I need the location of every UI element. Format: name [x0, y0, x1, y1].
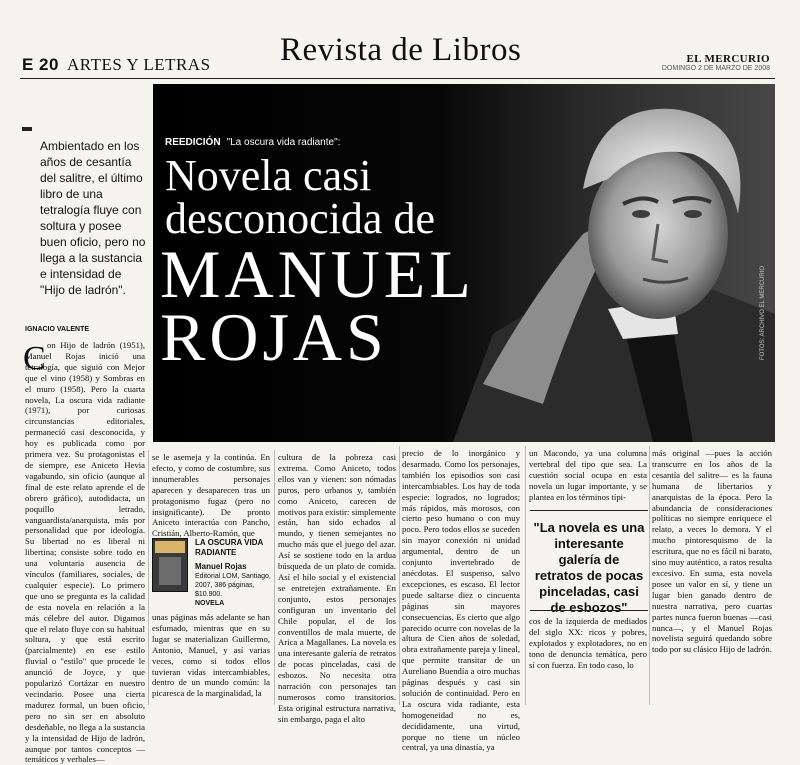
column-3-text: cultura de la pobreza casi extrema. Como Aniceto, todos ellos van y vienen: son nómadas puros, pero urbanos y, también como Aniceto, carecen de motivos para existir: simplemente están, han sido echados al mundo, y tienen semejantes no mucho más que el juego del azar. Así se sostiene todo en la ardua búsqueda de un plato de comida. Así el hilo social y el existencial se entretejen extrañamente. En conjunto, estos personajes configuran un inventario del Chile popular, el de los conventillos de mala muerte, de Arica a Magallanes. La novela es una interesante galería de retratos de pocas pinceladas, casi de esbozos. No necesita otra narración con personajes tan numerosos como transitorios. Esta original estructura narrativa, sin embargo, paga el alto	[278, 452, 396, 724]
section-header	[22, 55, 211, 75]
photo-credit: FOTOS: ARCHIVO EL MERCURIO	[760, 265, 766, 360]
lead-marker	[22, 127, 32, 131]
paper-date: DOMINGO 2 DE MARZO DE 2008	[661, 65, 770, 72]
book-genre: NOVELA	[195, 600, 225, 607]
article-column-4	[402, 448, 520, 753]
headline-kicker	[165, 137, 340, 148]
column-divider	[649, 446, 650, 705]
pull-quote: "La novela es una interesante galería de retratos de pocas pinceladas, casi de esbozos"	[533, 520, 645, 615]
column-2b-text: unas páginas más adelante se han esfumado, mientras que en su lugar se materializan Guillermo, Antonio, Manuel, y así varias veces, como si todos ellos tuvieran vidas intercambiables, dentro de un mundo común: la picaresca de la marginalidad, la	[152, 612, 270, 699]
article-column-2b	[152, 612, 270, 699]
article-column-3	[278, 452, 396, 725]
column-divider	[274, 450, 275, 705]
column-divider	[399, 446, 400, 705]
article-column-5	[529, 448, 647, 503]
kicker-label: REEDICIÓN	[165, 137, 221, 148]
article-column-1	[25, 340, 145, 765]
paper-name: EL MERCURIO	[686, 53, 770, 65]
masthead: Revista de Libros	[280, 32, 522, 68]
column-divider	[148, 450, 149, 705]
header-rule	[20, 78, 775, 79]
page-number: E 20	[22, 55, 59, 74]
lead-paragraph: Ambientado en los años de cesantía del salitre, el último libro de una tetralogía fluye con soltura y posee buen oficio, pero no llega a la sustancia e intensidad de "Hijo de ladrón".	[40, 139, 146, 297]
book-details: Editorial LOM, Santiago, 2007, 386 páginas, $10.900.	[195, 573, 271, 598]
column-divider	[525, 446, 526, 705]
kicker-title: "La oscura vida radiante":	[226, 137, 341, 148]
section-name: ARTES Y LETRAS	[66, 55, 211, 74]
headline-line-3: MANUEL	[160, 236, 475, 312]
drop-cap: C	[23, 340, 46, 377]
column-5-text: un Macondo, ya una columna vertebral del tipo que sea. La cuestión social ocupa en esta novela un lugar importante, y se plantea en los términos típi-	[529, 448, 647, 502]
column-6-text: más original —pues la acción transcurre en los años de la cesantía del salitre— es la fauna humana de libertarios y anarquistas de la época. Pero la abundancia de consideraciones políticas no siempre enriquece el relato, a veces lo demora. Y el mucho pintoresquismo de la escritura, que no es fácil ni barato, sino muy auténtico, a ratos resulta excesivo. En suma, esta novela posee un valor en sí, y tiene un lugar bien ganado dentro de nuestra narrativa, pero cuartas partes nunca fueron buenas —casi nunca—, y el Manuel Rojas novelista seguirá quedando sobre todo por su clásico Hijo de ladrón.	[652, 448, 772, 655]
pullquote-rule-bottom	[530, 610, 648, 611]
headline-line-2: desconocida de	[165, 194, 435, 243]
book-title: LA OSCURA VIDA RADIANTE	[195, 538, 263, 557]
pullquote-rule-top	[530, 510, 648, 511]
headline-line-1: Novela casi	[165, 151, 372, 200]
byline: IGNACIO VALENTE	[25, 326, 90, 333]
article-column-5b	[529, 616, 647, 671]
column-1-text: on Hijo de ladrón (1951), Manuel Rojas inició una tetralogía, que siguió con Mejor que el vino (1958) y Sombras en el muro (1958). Pero la cuarta novela, La oscura vida radiante (1971), por curiosas circunstancias editoriales, permaneció casi desconocida, y hoy es publicada como por primera vez. Su protagonistas el de siempre, ese Aniceto Hevia vagabundo, sin oficio (aunque al final de este relato aprende el de obrero gráfico), autodidacta, un poquillo letrado, vanguardista/anarquista, más por personalidad que por ideología. Su libertad no es liberal ni libertina; consiste sobre todo en una voluntaria ausencia de vínculos (familiares, sociales, de cualquier especie). Lo primero que uno se pregunta es la calidad de esta novela en relación a la más célebre del autor. Digamos que el relato fluye con su habitual soltura, y que está escrito (parcialmente) en ese estilo fluvial o "estilo" que procede le anunció de Joyce, y que popularizó Cortázar en nuestro vecindario. Posee una cierta madurez formal, un buen oficio, pero no sin ser en absoluto desdeñable, no llega a la sustancia y la intensidad de Hijo de ladrón, aunque por tantos conceptos —temáticos y verbales—	[25, 340, 145, 765]
column-5b-text: cos de la izquierda de mediados del siglo XX: ricos y pobres, explotados y explotadores, no en tono de denuncia temática, pero sí con fuerza. En todo caso, lo	[529, 616, 647, 670]
column-4-text: precio de lo inorgánico y desarmado. Como los personajes, también los episodios son casi intercambiables. Los hay de toda especie: logrados, no logrados; más rápidos, más morosos, con cierto peso humano o con muy poco. Pero todos ellos se suceden sin mayor conexión ni unidad argumental, dentro de un conjunto invertebrado de anécdotas. El suspenso, salvo excepciones, es escaso. El lector puede saltarse diez o cincuenta páginas sin mayores consecuencias. Es cierto que algo parecido ocurre con novelas de la altura de Cien años de soledad, obra extrañamente pareja y lineal, que permite transitar de un Aureliano Buendía a otro muchas páginas después y casi sin solución de continuidad. Pero en La oscura vida radiante, esta homogeneidad no es, decididamente, una virtud, porque no tiene un núcleo central, ya una dinastía, ya	[402, 448, 520, 753]
headline-line-4: ROJAS	[160, 299, 388, 375]
article-column-6	[652, 448, 772, 655]
book-cover-image	[152, 538, 188, 592]
article-column-2	[152, 452, 270, 539]
column-2-text: se le asemeja y la continúa. En efecto, y como de costumbre, sus innumerables personajes aparecen y desaparecen tras un protagonismo fugaz (pero no insignificante). De pronto Aniceto interactúa con Pancho, Cristián, Alberto-Ramón, que	[152, 452, 270, 539]
book-author: Manuel Rojas	[195, 562, 247, 571]
